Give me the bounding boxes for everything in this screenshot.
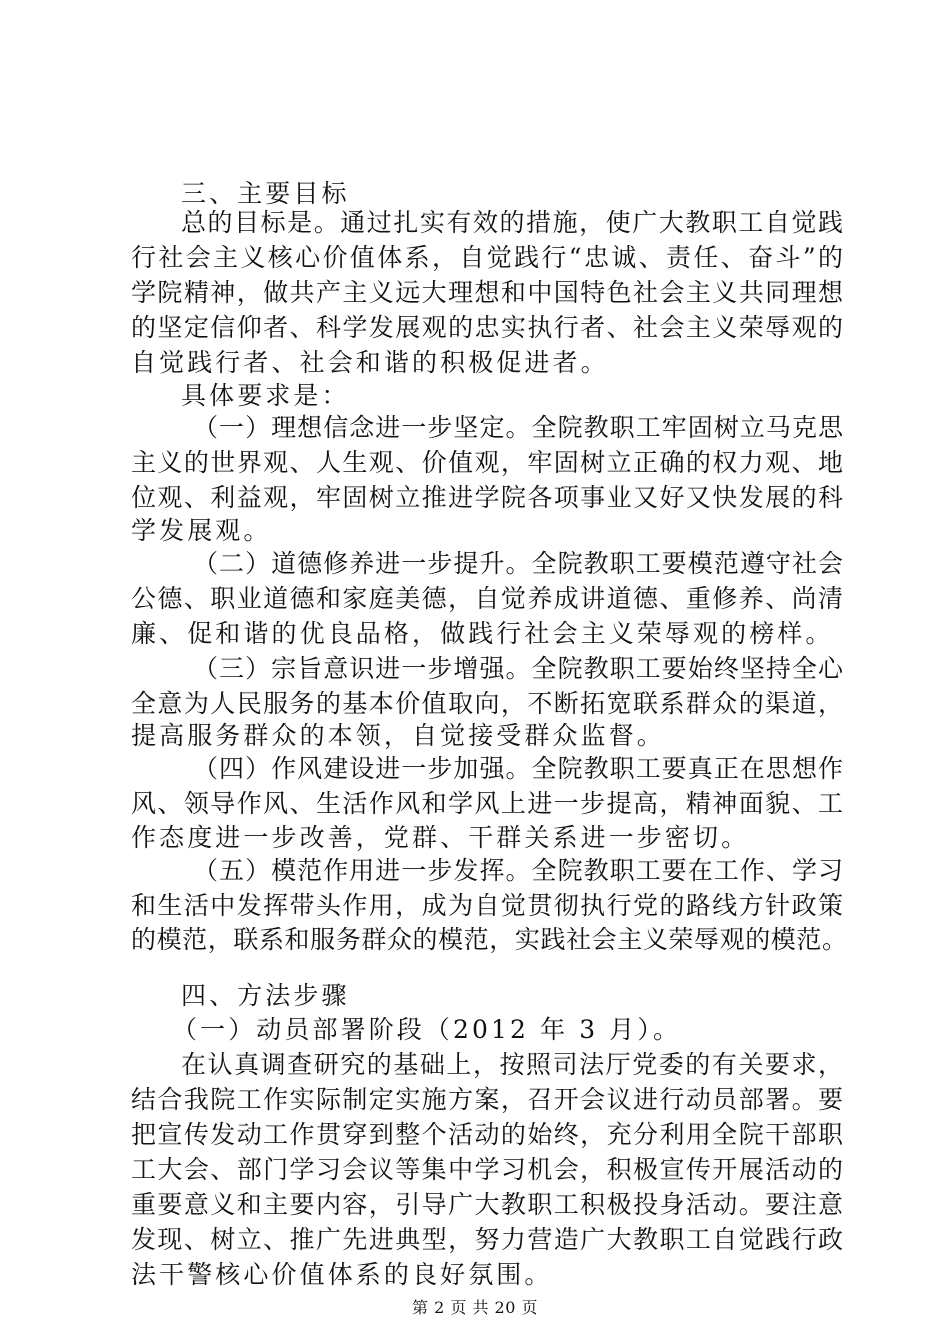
paragraph-line: （四）作风建设进一步加强。全院教职工要真正在思想作	[193, 754, 843, 783]
paragraph-line: 和生活中发挥带头作用，成为自觉贯彻执行党的路线方针政策	[131, 891, 843, 920]
page-footer: 第 2 页 共 20 页	[412, 1298, 538, 1317]
paragraph-line: 重要意义和主要内容，引导广大教职工积极投身活动。要注意	[131, 1190, 843, 1219]
paragraph-line: 提高服务群众的本领，自觉接受群众监督。	[131, 721, 665, 750]
paragraph-line: 把宣传发动工作贯穿到整个活动的始终，充分利用全院干部职	[131, 1120, 843, 1149]
paragraph-line: （二）道德修养进一步提升。全院教职工要模范遵守社会	[193, 549, 843, 578]
paragraph-line: 行社会主义核心价值体系，自觉践行“忠诚、责任、奋斗”的	[131, 243, 843, 272]
paragraph-line: （五）模范作用进一步发挥。全院教职工要在工作、学习	[193, 856, 843, 885]
paragraph-line: 的模范，联系和服务群众的模范，实践社会主义荣辱观的模范。	[131, 925, 847, 954]
paragraph-line: 自觉践行者、社会和谐的积极促进者。	[131, 348, 609, 377]
paragraph-line: （三）宗旨意识进一步增强。全院教职工要始终坚持全心	[193, 654, 843, 683]
paragraph-line: 总的目标是。通过扎实有效的措施，使广大教职工自觉践	[181, 208, 843, 237]
paragraph-line: 发现、树立、推广先进典型，努力营造广大教职工自觉践行政	[131, 1225, 843, 1254]
heading-main-goals: 三、主要目标	[181, 179, 350, 208]
paragraph-line: 具体要求是：	[181, 381, 350, 410]
paragraph-line: 的坚定信仰者、科学发展观的忠实执行者、社会主义荣辱观的	[131, 313, 843, 342]
paragraph-line: 风、领导作风、生活作风和学风上进一步提高，精神面貌、工	[131, 789, 843, 818]
paragraph-line: 主义的世界观、人生观、价值观，牢固树立正确的权力观、地	[131, 448, 843, 477]
paragraph-line: 学发展观。	[131, 516, 272, 545]
subheading-stage-one: （一）动员部署阶段（2012 年 3 月）。	[172, 1015, 682, 1044]
paragraph-line: 作态度进一步改善，党群、干群关系进一步密切。	[131, 823, 750, 852]
paragraph-line: 全意为人民服务的基本价值取向，不断拓宽联系群众的渠道，	[131, 689, 843, 718]
paragraph-line: 法干警核心价值体系的良好氛围。	[131, 1260, 553, 1289]
paragraph-line: 位观、利益观，牢固树立推进学院各项事业又好又快发展的科	[131, 483, 843, 512]
paragraph-line: 结合我院工作实际制定实施方案，召开会议进行动员部署。要	[131, 1085, 843, 1114]
paragraph-line: 在认真调查研究的基础上，按照司法厅党委的有关要求，	[181, 1050, 843, 1079]
paragraph-line: （一）理想信念进一步坚定。全院教职工牢固树立马克思	[193, 413, 843, 442]
paragraph-line: 廉、促和谐的优良品格，做践行社会主义荣辱观的榜样。	[131, 619, 834, 648]
paragraph-line: 学院精神，做共产主义远大理想和中国特色社会主义共同理想	[131, 278, 843, 307]
paragraph-line: 工大会、部门学习会议等集中学习机会，积极宣传开展活动的	[131, 1155, 843, 1184]
paragraph-line: 公德、职业道德和家庭美德，自觉养成讲道德、重修养、尚清	[131, 584, 843, 613]
heading-methods-steps: 四、方法步骤	[181, 981, 350, 1010]
